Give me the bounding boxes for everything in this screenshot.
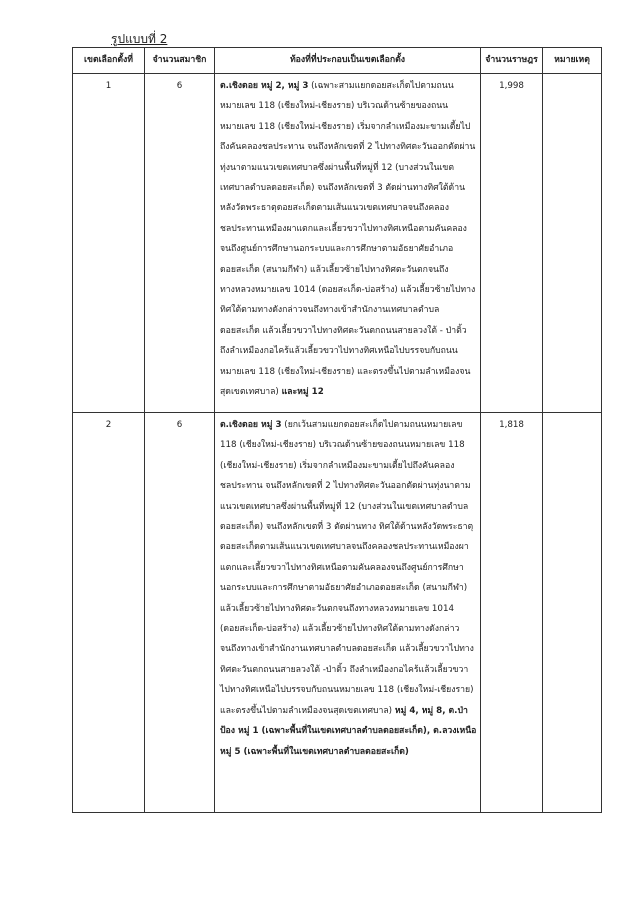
remark-cell [543,413,602,813]
member-count: 6 [145,413,215,813]
population-count: 1,818 [481,413,543,813]
header-members: จำนวนสมาชิก [145,48,215,74]
area-body: (ยกเว้นสามแยกดอยสะเก็ดไปตามถนนหมายเลข 118 (เชียงใหม่-เชียงราย) บริเวณด้านซ้ายของถนนหมายเลข 118 (เชียงใหม่-เชียงราย) เริ่มจากลำเหมืองมะขามเตี้ยไปถึงคันคลองชลประทาน จนถึงหลักเขตที่ 2 ไปทางทิศตะวันออกตัดผ่านทุ่งนาตามแนวเขตเทศบาลซึ่งผ่านพื้นที่หมู่ที่ 12 (บางส่วนในเขตเทศบาลตำบลดอยสะเก็ด) จนถึงหลักเขตที่ 3 ตัดผ่านทาง ทิศใต้ด้านหลังวัดพระธาตุดอยสะเก็ดตามเส้นแนวเขตเทศบาลจนถึงคลองชลประทานเหมืองผาแตกและเลี้ยวขวาไปทางทิศเหนือตามคันคลองจนถึงศูนย์การศึกษานอกระบบและการศึกษาตามอัธยาศัยอำเภอดอยสะเก็ด (สนามกีฬา) แล้วเลี้ยวซ้ายไปทางทิศตะวันตกจนถึงทางหลวงหมายเลข 1014 (ดอยสะเก็ด-บ่อสร้าง) แล้วเลี้ยวซ้ายไปทางทิศใต้ตามทางดังกล่าวจนถึงทางเข้าสำนักงานเทศบาลตำบลดอยสะเก็ด แล้วเลี้ยวขวาไปทางทิศตะวันตกถนนสายลวงใต้ -ป่าติ้ว ถึงลำเหมืองกอไคร้แล้วเลี้ยวขวาไปทางทิศเหนือไปบรรจบกับถนนหมายเลข 118 (เชียงใหม่-เชียงราย) และตรงขึ้นไปตามลำเหมืองจนสุดเขตเทศบาล) [220,420,474,716]
zone-number: 2 [73,413,145,813]
remark-cell [543,74,602,413]
member-count: 6 [145,74,215,413]
table-row [73,74,602,413]
table-header-row [73,48,602,74]
area-prefix: ต.เชิงดอย หมู่ 3 [220,420,282,430]
header-area: ท้องที่ที่ประกอบเป็นเขตเลือกตั้ง [215,48,481,74]
zone-number: 1 [73,74,145,413]
table-row [73,413,602,813]
area-description [215,413,481,813]
area-suffix: และหมู่ 12 [281,387,324,398]
header-remark: หมายเหตุ [543,48,602,74]
area-body: (เฉพาะสามแยกดอยสะเก็ดไปตามถนนหมายเลข 118 (เชียงใหม่-เชียงราย) บริเวณด้านซ้ายของถนนหมายเลข 118 (เชียงใหม่-เชียงราย) เริ่มจากลำเหมืองมะขามเตี้ยไปถึงคันคลองชลประทาน จนถึงหลักเขตที่ 2 ไปทางทิศตะวันออกตัดผ่านทุ่งนาตามแนวเขตเทศบาลซึ่งผ่านพื้นที่หมู่ที่ 12 (บางส่วนในเขตเทศบาลตำบลดอยสะเก็ด) จนถึงหลักเขตที่ 3 ตัดผ่านทางทิศใต้ด้านหลังวัดพระธาตุดอยสะเก็ดตามเส้นแนวเขตเทศบาลจนถึงคลองชลประทานเหมืองผาแตกและเลี้ยวขวาไปทางทิศเหนือตามคันคลองจนถึงศูนย์การศึกษานอกระบบและการศึกษาตามอัธยาศัยอำเภอดอยสะเก็ด (สนามกีฬา) แล้วเลี้ยวซ้ายไปทางทิศตะวันตกจนถึงทางหลวงหมายเลข 1014 (ดอยสะเก็ด-บ่อสร้าง) แล้วเลี้ยวซ้ายไปทางทิศใต้ตามทางดังกล่าวจนถึงทางเข้าสำนักงานเทศบาลตำบลดอยสะเก็ด แล้วเลี้ยวขวาไปทางทิศตะวันตกถนนสายลวงใต้ - ป่าติ้ว ถึงลำเหมืองกอไคร้แล้วเลี้ยวขวาไปทางทิศเหนือไปบรรจบกับถนนหมายเลข 118 (เชียงใหม่-เชียงราย) และตรงขึ้นไปตามลำเหมืองจนสุดเขตเทศบาล) [220,81,476,398]
area-prefix: ต.เชิงดอย หมู่ 2, หมู่ 3 [220,81,309,91]
area-description [215,74,481,413]
header-zone: เขตเลือกตั้งที่ [73,48,145,74]
electoral-zones-table [72,47,602,813]
population-count: 1,998 [481,74,543,413]
header-population: จำนวนราษฎร [481,48,543,74]
form-title: รูปแบบที่ 2 [111,32,168,46]
area-suffix: หมู่ 4, หมู่ 8, ต.ป่าป้อง หมู่ 1 (เฉพาะพื้นที่ในเขตเทศบาลตำบลดอยสะเก็ด), ต.ลวงเหนือ หมู่ 5 (เฉพาะพื้นที่ในเขตเทศบาลตำบลดอยสะเก็ด) [220,705,477,757]
